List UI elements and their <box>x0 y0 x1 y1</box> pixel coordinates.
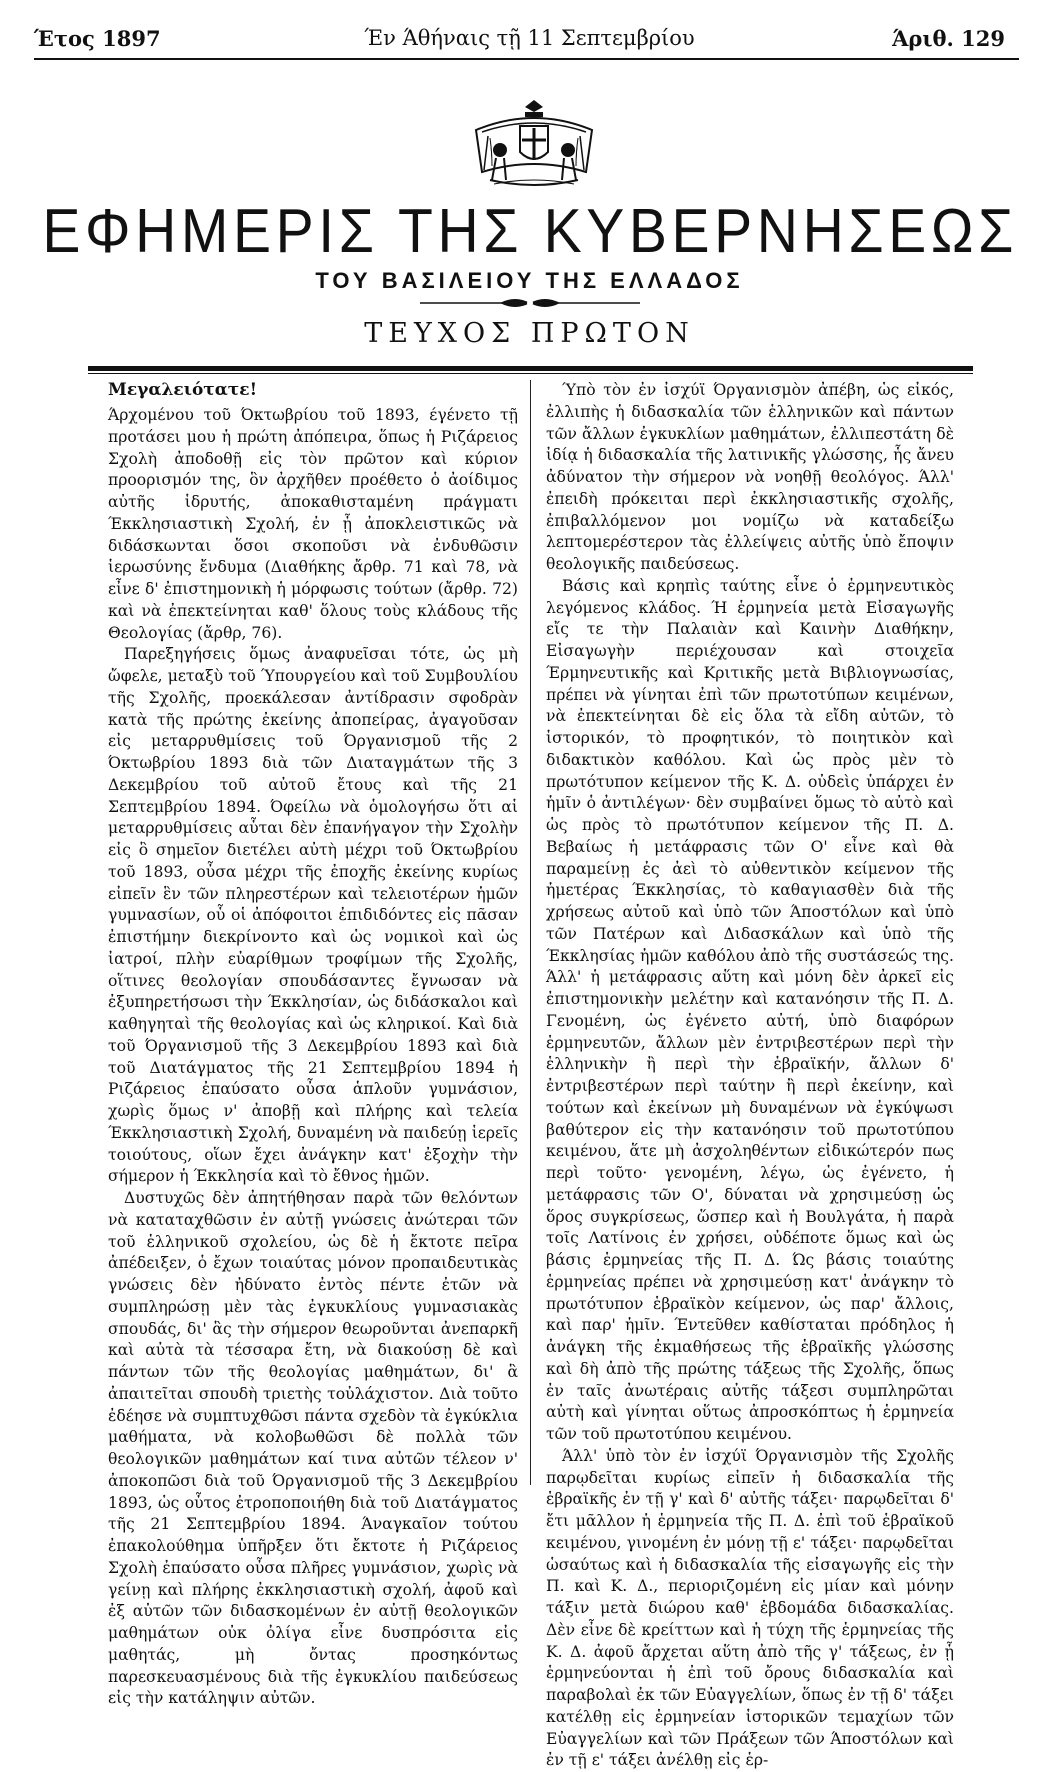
paragraph: Βάσις καὶ κρηπὶς ταύτης εἶνε ὁ ἑρμηνευτικὸς λεγόμενος κλάδος. Ή ἑρμηνεία μετὰ Εἰσαγωγῆς εἴς τε τὴν Παλαιὰν καὶ Καινὴν Διαθήκην, Εἰσαγωγὴν περιέχουσαν καὶ στοιχεῖα Έρμηνευτικῆς καὶ Κριτικῆς μετὰ Βιβλιογνωσίας, πρέπει νὰ γίνηται ἐπὶ τῶν πρωτοτύπων κειμένων, νὰ ἐπεκτείνηται δὲ εἰς ὅλα τὰ εἴδη αὐτῶν, τὸ ἱστορικόν, τὸ προφητικόν, τὸ ποιητικὸν καὶ διδακτικὸν καθόλου. Καὶ ὡς πρὸς μὲν τὸ πρωτότυπον κείμενον τῆς Κ. Δ. οὐδεὶς ὑπάρχει ἐν ἡμῖν ὁ ἀντιλέγων· δὲν συμβαίνει ὅμως τὸ αὐτὸ καὶ ὡς πρὸς τὸ πρωτότυπον κείμενον τῆς Π. Δ. Βεβαίως ἡ μετάφρασις τῶν Ο' εἶνε καὶ θὰ παραμείνῃ ἐς ἀεὶ τὸ αὐθεντικὸν κείμενον τῆς ἡμετέρας Έκκλησίας, τὸ καθαγιασθὲν διὰ τῆς χρήσεως αὐτοῦ καὶ ὑπὸ τῶν Άποστόλων καὶ ὑπὸ τῶν Πατέρων καὶ Διδασκάλων καὶ ὑπὸ τῆς Έκκλησίας ἡμῶν καθόλου ἀπὸ τῆς συστάσεώς της. Άλλ' ἡ μετάφρασις αὕτη καὶ μόνη δὲν ἀρκεῖ εἰς ἐπιστημονικὴν μελέτην καὶ κατανόησιν τῆς Π. Δ. Γενομένη, ὡς ἐγένετο αὐτή, ὑπὸ διαφόρων ἑρμηνευτῶν, ἄλλων μὲν ἐντριβεστέρων περὶ τὴν ἑλληνικὴν ἢ περὶ τὴν ἑβραϊκήν, ἄλλων δ' ἐντριβεστέρων περὶ ταύτην ἢ περὶ ἐκείνην, καὶ τούτων καὶ ἐκείνων μὴ δυναμένων νὰ ἐγκύψωσι βαθύτερον εἰς τὴν κατανόησιν τοῦ πρωτοτύπου κειμένου, ἅτε μὴ ἀσχοληθέντων εἰδικώτερόν πως περὶ τοῦτο· γενομένη, λέγω, ὡς ἐγένετο, ἡ μετάφρασις τῶν Ο', δύναται νὰ χρησιμεύσῃ ὡς ὅρος συγκρίσεως, ὥσπερ καὶ ἡ Βουλγάτα, ἡ παρὰ τοῖς Λατίνοις ἐν χρήσει, οὐδέποτε ὅμως καὶ ὡς βάσις ἑρμηνείας τῆς Π. Δ. Ώς βάσις τοιαύτης ἑρμηνείας πρέπει νὰ χρησιμεύσῃ κατ' ἀνάγκην τὸ πρωτότυπον ἑβραϊκὸν κείμενον, ὡς παρ' ἄλλοις, καὶ παρ' ἡμῖν. Έντεῦθεν καθίσταται πρόδηλος ἡ ἀνάγκη τῆς ἐκμαθήσεως τῆς ἑβραϊκῆς γλώσσης καὶ δὴ ἀπὸ τῆς πρώτης τάξεως τῆς Σχολῆς, ὅπως ἐν ταῖς ἀνωτέραις αὐτῆς τάξεσι συμπληρῶται αὐτὴ καὶ γίνηται οὕτως ἀπροσκόπτως ἡ ἑρμηνεία τῶν τοῦ πρωτοτύπου κειμένου. <box>546 576 954 1443</box>
section-rule-thin <box>88 373 973 374</box>
header-issue-number: Άριθ. 129 <box>892 26 1005 51</box>
header-rule <box>34 58 1019 60</box>
newspaper-title: ΕΦΗΜΕΡΙΣ ΤΗΣ ΚΥΒΕΡΝΗΣΕΩΣ <box>42 197 1019 266</box>
paragraph: Δυστυχῶς δὲν ἀπητήθησαν παρὰ τῶν θελόντων νὰ καταταχθῶσιν ἐν αὐτῇ γνώσεις ἀνώτεραι τῶν τοῦ ἑλληνικοῦ σχολείου, ὡς δὲ ἡ ἔκτοτε πεῖρα ἀπέδειξεν, ὁ ἔχων τοιαύτας μόνον προπαιδευτικὰς γνώσεις δὲν ἠδύνατο ἐντὸς πέντε ἐτῶν νὰ συμπληρώσῃ μὲν τὰς ἐγκυκλίους γυμνασιακὰς σπουδάς, δι' ἃς τὴν σήμερον θεωροῦνται ἀνεπαρκῆ καὶ αὐτὰ τὰ τέσσαρα ἔτη, νὰ διακούσῃ δὲ καὶ πάντων τῶν τῆς θεολογίας μαθημάτων, δι' ἃ ἀπαιτεῖται σπουδὴ τριετὴς τοὐλάχιστον. Διὰ τοῦτο ἐδέησε νὰ συμπτυχθῶσι πάντα σχεδὸν τὰ ἐγκύκλια μαθήματα, νὰ κολοβωθῶσι δὲ πολλὰ τῶν θεολογικῶν μαθημάτων καί τινα αὐτῶν τέλεον ν' ἀποκοπῶσι διὰ τοῦ Όργανισμοῦ τῆς 3 Δεκεμβρίου 1893, ὡς οὗτος ἐτροποποιήθη διὰ τοῦ Διατάγματος τῆς 21 Σεπτεμβρίου 1894. Άναγκαῖον τούτου ἐπακολούθημα ὑπῆρξεν ὅτι ἔκτοτε ἡ Ριζάρειος Σχολὴ ἐπαύσατο οὖσα πλῆρες γυμνάσιον, χωρὶς νὰ γείνῃ καὶ πλήρης ἐκκλησιαστικὴ σχολή, ἀφοῦ καὶ ἐξ αὐτῶν τῶν διδασκομένων ἐν αὐτῇ θεολογικῶν μαθημάτων οὐκ ὀλίγα εἶνε δυσπρόσιτα εἰς μαθητάς, μὴ ὄντας προσηκόντως παρεσκευασμένους διὰ τῆς ἐγκυκλίου παιδεύσεως εἰς τὴν κατάληψιν αὐτῶν. <box>108 1189 518 1708</box>
salutation: Μεγαλειότατε! <box>108 380 258 400</box>
paragraph: Άλλ' ὑπὸ τὸν ἐν ἰσχύϊ Όργανισμὸν τῆς Σχολῆς παρῳδεῖται κυρίως εἰπεῖν ἡ διδασκαλία τῆς ἑβραϊκῆς ἐν τῇ γ' καὶ δ' αὐτῆς τάξει· παρῳδεῖται δ' ἔτι μᾶλλον ἡ ἑρμηνεία τῆς Π. Δ. ἐπὶ τοῦ ἑβραϊκοῦ κειμένου, γινομένη ἐν μόνῃ τῇ ε' τάξει· παρῳδεῖται ὡσαύτως καὶ ἡ διδασκαλία τῆς εἰσαγωγῆς εἰς τὴν Π. καὶ Κ. Δ., περιοριζομένη εἰς μίαν καὶ μόνην τάξιν μετὰ διώρου καθ' ἑβδομάδα διδασκαλίας. Δὲν εἶνε δὲ κρείττων καὶ ἡ τύχη τῆς ἑρμηνείας τῆς Κ. Δ. ἀφοῦ ἄρχεται αὕτη ἀπὸ τῆς γ' τάξεως, ἐν ᾗ ἑρμηνεύονται ἡ ἐπὶ τοῦ ὄρους διδασκαλία καὶ παραβολαὶ ἐκ τῶν Εὐαγγελίων, ὅπως ἐν τῇ δ' τάξει κατέλθῃ εἰς ἑρμηνείαν ἱστορικῶν τεμαχίων τῶν Εὐαγγελίων καὶ τῶν Πράξεων τῶν Άποστόλων καὶ ἐν τῇ ε' τάξει ἀνέλθῃ εἰς ἑρ- <box>546 1446 954 1770</box>
column-divider <box>530 380 531 1485</box>
paragraph: Άρχομένου τοῦ Όκτωβρίου τοῦ 1893, έγένετο τῇ προτάσει μου ἡ πρώτη ἀπόπειρα, ὅπως ἡ Ριζάρειος Σχολὴ ἀποδοθῇ εἰς τὸν πρῶτον καὶ κύριον προορισμόν της, ὃν ἀρχῆθεν προέθετο ὁ ἀοίδιμος αὐτῆς ἱδρυτής, ἀποκαθισταμένη πράγματι Έκκλησιαστικὴ Σχολή, ἐν ᾗ ἀποκλειστικῶς νὰ διδάσκωνται ὅσοι σκοποῦσι νὰ ἐνδυθῶσιν ἱερωσύνης ἔνδυμα (Διαθήκης ἄρθρ. 71 καὶ 78, νὰ εἶνε δ' ἐπιστημονικὴ ἡ μόρφωσις τούτων (ἄρθρ. 72) καὶ νὰ ἐπεκτείνηται καθ' ὅλους τοὺς κλάδους τῆς Θεολογίας (ἄρθρ, 76). <box>108 406 518 642</box>
paragraph: Παρεξηγήσεις ὅμως ἀναφυεῖσαι τότε, ὡς μὴ ὤφελε, μεταξὺ τοῦ Ύπουργείου καὶ τοῦ Συμβουλίου τῆς Σχολῆς, προεκάλεσαν ἀντίδρασιν σφοδρὰν κατὰ τῆς πρώτης ἐκείνης ἀποπείρας, ἀγαγοῦσαν εἰς μεταρρυθμίσεις τοῦ Όργανισμοῦ τῆς 2 Όκτωβρίου 1893 διὰ τῶν Διαταγμάτων τῆς 3 Δεκεμβρίου τοῦ αὐτοῦ ἔτους καὶ τῆς 21 Σεπτεμβρίου 1894. Όφείλω νὰ ὁμολογήσω ὅτι αἱ μεταρρυθμίσεις αὗται δὲν ἐπανήγαγον τὴν Σχολὴν εἰς ὃ σημεῖον διετέλει αὐτὴ μέχρι τοῦ Όκτωβρίου τοῦ 1893, οὖσα μέχρι τῆς ἐποχῆς ἐκείνης κυρίως εἰπεῖν ἓν τῶν πληρεστέρων καὶ τελειοτέρων ἡμῶν γυμνασίων, οὗ οἱ ἀπόφοιτοι ἐπιδιδόντες εἰς πᾶσαν ἐπιστήμην διεκρίνοντο καὶ ὡς νομικοὶ καὶ ὡς ἰατροί, πλὴν εὐαρίθμων τροφίμων τῆς Σχολῆς, οἵτινες θεολογίαν σπουδάσαντες ἔγνωσαν νὰ ἐξυπηρετήσωσι τὴν Έκκλησίαν, ὡς διδάσκαλοι καὶ καθηγηταὶ τῆς θεολογίας καὶ ὡς κληρικοί. Καὶ διὰ τοῦ Όργανισμοῦ τῆς 3 Δεκεμβρίου 1893 καὶ διὰ τοῦ Διατάγματος τῆς 21 Σεπτεμβρίου 1894 ἡ Ριζάρειος ἐπαύσατο οὖσα ἁπλοῦν γυμνάσιον, χωρὶς ὅμως ν' ἀποβῇ καὶ πλήρης καὶ τελεία Έκκλησιαστικὴ Σχολή, δυναμένη νὰ παιδεύῃ ἱερεῖς τοιούτους, οἵων ἔχει ἀνάγκην κατ' ἐξοχὴν τὴν σήμερον ἡ Έκκλησία καὶ τὸ ἔθνος ἡμῶν. <box>108 645 518 1186</box>
issue-label: ΤΕΥΧΟΣ ΠΡΩΤΟΝ <box>364 318 695 349</box>
header-year: Έτος 1897 <box>34 26 161 51</box>
newspaper-subtitle: ΤΟΥ ΒΑΣΙΛΕΙΟΥ ΤΗΣ ΕΛΛΑΔΟΣ <box>315 268 744 293</box>
header-date: Έν Άθήναις τῇ 11 Σεπτεμβρίου <box>364 26 695 50</box>
coat-of-arms-icon <box>470 96 598 190</box>
paragraph: Ύπὸ τὸν ἐν ἰσχύϊ Όργανισμὸν ἀπέβη, ὡς εἰκός, ἐλλιπὴς ἡ διδασκαλία τῶν ἑλληνικῶν καὶ πάντων τῶν ἄλλων ἐγκυκλίων μαθημάτων, ἐλλιπεστάτη δὲ ἰδίᾳ ἡ διδασκαλία τῆς λατινικῆς γλώσσης, ἧς ἄνευ ἀδύνατον τὴν σήμερον νὰ νοηθῇ θεολόγος. Άλλ' ἐπειδὴ πρόκειται περὶ ἐκκλησιαστικῆς σχολῆς, ἐπιβαλλόμενον μοι νομίζω νὰ καταδείξω λεπτομερέστερον τὰς ἐλλείψεις αὐτῆς ὑπὸ ἔποψιν θεολογικῆς παιδεύσεως. <box>546 381 954 573</box>
left-column <box>108 380 518 1710</box>
section-rule <box>88 366 973 371</box>
ornament-icon <box>420 296 640 310</box>
right-column <box>546 380 954 1772</box>
